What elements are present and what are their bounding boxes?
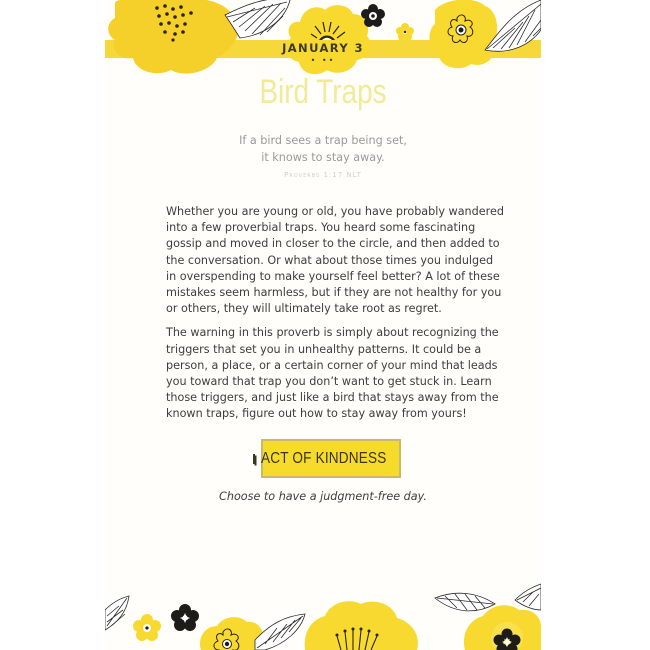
small-yellow-flower-icon [133,614,161,641]
leaf-icon [515,584,541,610]
yellow-flower-icon [464,605,541,650]
body-paragraph-1: Whether you are young or old, you have probably wandered into a few proverbial traps. You heard some fascinating gossip and moved in closer to the circle, and then added to the conversation. Or what about those times you indulged in overspending to make yourself feel better? A lot of these mistakes seem harmless, but if they are not healthy for you or others, they will ultimately take root as regret. [166,205,504,316]
kindness-challenge: Choose to have a judgment-free day. [219,490,427,503]
act-of-kindness-checkbox[interactable] [261,439,401,478]
body-paragraph-2: The warning in this proverb is simply about recognizing the triggers that set you in unhealthy patterns. It could be a person, a place, or a certain corner of your mind that leads you toward that trap you don’t want to get stuck in. Learn those triggers, and just like a bird that stays away from the known traps, figure out how to stay away from yours! [166,326,499,421]
checkbox-icon[interactable] [253,454,255,464]
verse-line-1: If a bird sees a trap being set, [239,134,407,147]
top-floral-decoration [105,0,541,80]
devotional-body [166,204,506,431]
date-label: JANUARY 3 [282,41,364,55]
page-title: Bird Traps [259,73,387,111]
bottom-floral-decoration [105,580,541,650]
act-of-kindness-label: ACT OF KINDNESS [261,449,387,467]
verse-reference: Proverbs 1:17 NLT [284,171,362,179]
leaf-icon [105,596,129,630]
scripture-verse [105,132,541,166]
devotional-page [105,0,541,650]
date-ornament: • •• [310,56,336,65]
black-flower-icon [361,4,385,27]
small-yellow-flower-icon [396,23,414,41]
black-flower-icon [171,604,199,631]
verse-line-2: it knows to stay away. [261,151,385,164]
yellow-flower-icon [305,601,418,650]
leaf-icon [435,593,495,611]
